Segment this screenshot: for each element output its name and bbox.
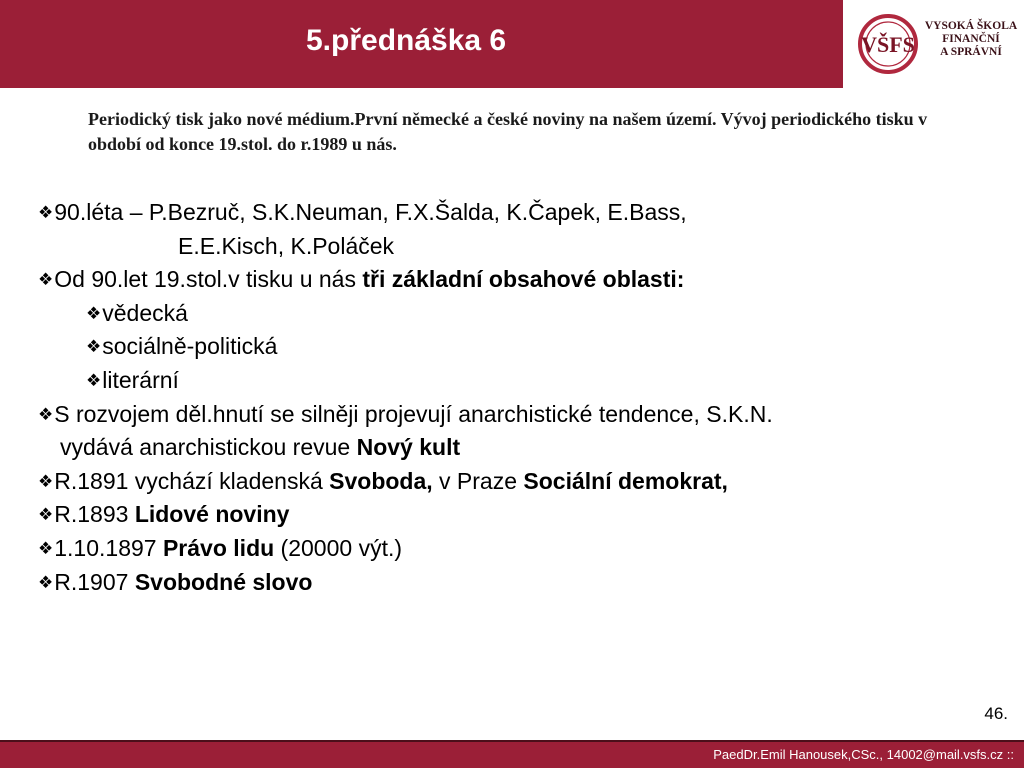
- list-item: ❖R.1891 vychází kladenská Svoboda, v Praze Sociální demokrat,: [38, 467, 728, 494]
- bullet-diamond-icon: ❖: [86, 303, 102, 323]
- slide-title: 5.přednáška 6: [306, 24, 507, 57]
- logo-text: [921, 20, 1021, 59]
- list-item-continuation: vydává anarchistickou revue Nový kult: [60, 434, 461, 461]
- footer-bar: [0, 740, 1024, 768]
- bullet-list: [38, 196, 998, 599]
- bullet-diamond-icon: ❖: [38, 572, 54, 592]
- school-logo: [843, 0, 1024, 88]
- logo-line-3: A SPRÁVNÍ: [940, 46, 1002, 58]
- bullet-diamond-icon: ❖: [38, 203, 54, 222]
- list-item: ❖1.10.1897 Právo lidu (20000 výt.): [38, 534, 403, 561]
- bullet-diamond-icon: ❖: [38, 505, 54, 525]
- lecture-subtitle: Periodický tisk jako nové médium.První německé a české noviny na našem území. Vývoj periodického tisku v období od konce 19.stol. do r.1989 u nás.: [88, 109, 928, 154]
- list-item: ❖R.1893 Lidové noviny: [38, 501, 290, 528]
- list-item-continuation: E.E.Kisch, K.Poláček: [178, 232, 395, 259]
- bullet-diamond-icon: ❖: [86, 337, 102, 357]
- bullet-diamond-icon: ❖: [38, 471, 54, 491]
- logo-line-1: VYSOKÁ ŠKOLA: [924, 20, 1018, 32]
- bullet-diamond-icon: ❖: [38, 404, 54, 424]
- sub-list-item: ❖vědecká: [86, 299, 188, 326]
- logo-line-2: FINANČNÍ: [942, 33, 1000, 45]
- sub-list-item: ❖sociálně-politická: [86, 333, 278, 360]
- bullet-diamond-icon: ❖: [38, 538, 54, 558]
- list-item: ❖S rozvojem děl.hnutí se silněji projevují anarchistické tendence, S.K.N.: [38, 400, 773, 427]
- list-item: ❖R.1907 Svobodné slovo: [38, 568, 313, 595]
- bullet-diamond-icon: ❖: [38, 270, 54, 290]
- vsfs-monogram-icon: [855, 6, 921, 82]
- sub-list-item: ❖literární: [86, 366, 179, 393]
- list-item: ❖90.léta – P.Bezruč, S.K.Neuman, F.X.Šalda, K.Čapek, E.Bass,: [38, 199, 687, 225]
- list-item: ❖Od 90.let 19.stol.v tisku u nás tři základní obsahové oblasti:: [38, 266, 685, 293]
- bullet-diamond-icon: ❖: [86, 370, 102, 390]
- svg-text:VŠFS: VŠFS: [861, 32, 915, 57]
- footer-text: PaedDr.Emil Hanousek,CSc., 14002@mail.vsfs.cz ::: [713, 747, 1014, 762]
- page-number: 46.: [984, 704, 1008, 723]
